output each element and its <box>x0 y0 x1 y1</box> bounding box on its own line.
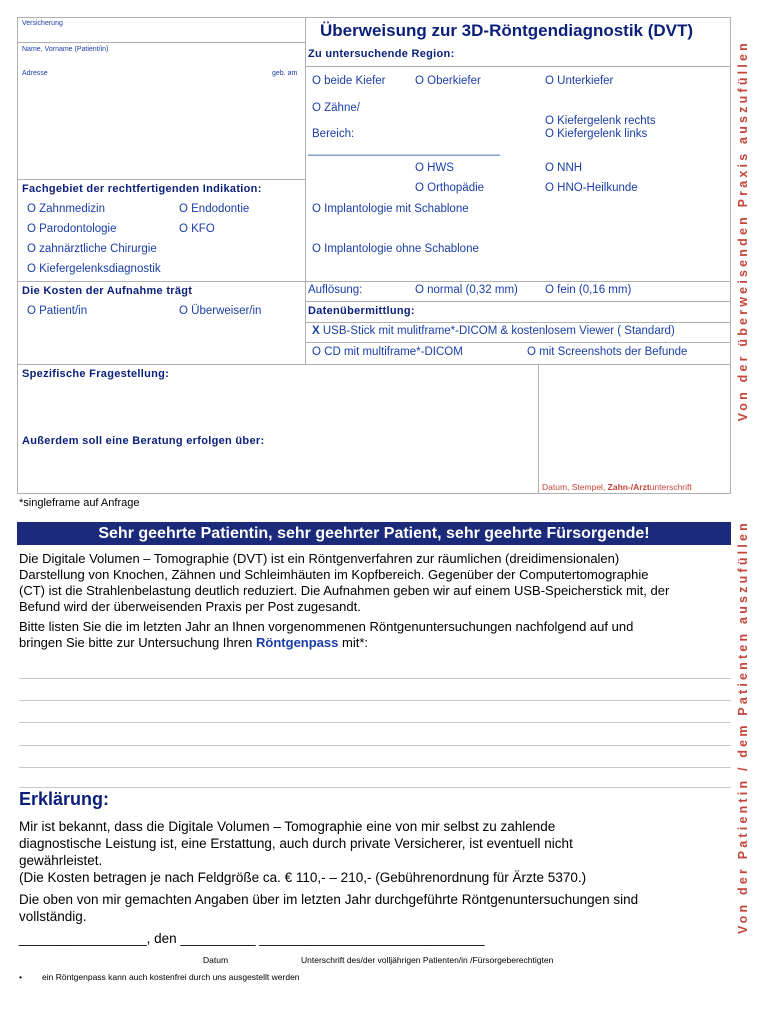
divider <box>305 301 731 302</box>
name-label: Name, Vorname (Patient/in) <box>22 46 109 53</box>
divider <box>17 364 731 365</box>
option-tmj-diagnostics[interactable]: O Kiefergelenksdiagnostik <box>27 263 161 275</box>
option-periodontology[interactable]: O Parodontologie <box>27 223 117 235</box>
option-hws[interactable]: O HWS <box>415 162 454 174</box>
option-endodontics[interactable]: O Endodontie <box>179 203 250 215</box>
xray-entry-line[interactable] <box>19 678 731 679</box>
divider <box>305 17 306 281</box>
xray-entry-line[interactable] <box>19 787 731 788</box>
option-cd[interactable]: O CD mit multiframe*-DICOM <box>312 346 463 358</box>
divider <box>305 322 731 323</box>
costs-header: Die Kosten der Aufnahme trägt <box>22 285 193 297</box>
xray-entry-line[interactable] <box>19 700 731 701</box>
specialty-header: Fachgebiet der rechtfertigenden Indikation: <box>22 183 262 195</box>
option-dentistry[interactable]: O Zahnmedizin <box>27 203 105 215</box>
roentgenpass-term: Röntgenpass <box>256 635 339 650</box>
footnote: ein Röntgenpass kann auch kostenfrei durch uns ausgestellt werden <box>42 972 300 982</box>
divider <box>538 364 539 494</box>
divider <box>17 281 731 282</box>
option-lower-jaw[interactable]: O Unterkiefer <box>545 75 614 87</box>
singleframe-note: *singleframe auf Anfrage <box>19 497 140 509</box>
xray-entry-line[interactable] <box>19 767 731 768</box>
declaration-text-1: Mir ist bekannt, dass die Digitale Volumen – Tomographie eine von mir selbst zu zahlende diagnostische Leistung ist, eine Erstattung, auch durch private Versicherer, ist eventuell nicht gewährleistet. (Die Kosten betragen je nach Feldgröße ca. € 110,- – 210,- (Gebührenordnung für Ärzte 5370.) <box>19 819 587 885</box>
consult-header: Außerdem soll eine Beratung erfolgen über: <box>22 435 265 447</box>
area-blank-line[interactable]: ______________________________ <box>308 144 500 156</box>
option-resolution-fine[interactable]: O fein (0,16 mm) <box>545 284 632 296</box>
option-usb[interactable] <box>312 325 675 337</box>
option-nnh[interactable]: O NNH <box>545 162 583 174</box>
option-screenshots[interactable]: O mit Screenshots der Befunde <box>527 346 688 358</box>
option-implant-template[interactable]: O Implantologie mit Schablone <box>312 203 469 215</box>
dob-label: geb. am <box>272 70 298 77</box>
option-oral-surgery[interactable]: O zahnärztliche Chirurgie <box>27 243 157 255</box>
xray-entry-line[interactable] <box>19 722 731 723</box>
form-title: Überweisung zur 3D-Röntgendiagnostik (DVT) <box>320 21 694 40</box>
signature-line[interactable]: _________________, den __________ ______________________________ <box>19 931 485 946</box>
usb-checked-mark: X <box>312 325 320 337</box>
option-teeth[interactable]: O Zähne/ <box>312 102 360 114</box>
divider <box>305 66 731 67</box>
option-cost-referrer[interactable]: O Überweiser/in <box>179 305 262 317</box>
patient-banner: Sehr geehrte Patientin, sehr geehrter Patient, sehr geehrte Fürsorgende! <box>17 522 731 545</box>
option-implant-no-template[interactable]: O Implantologie ohne Schablone <box>312 243 479 255</box>
divider <box>17 42 305 43</box>
area-label: Bereich: <box>312 128 355 140</box>
usb-label: USB-Stick mit mulitframe*-DICOM & kostenlosem Viewer ( Standard) <box>322 325 675 337</box>
request-paragraph: Bitte listen Sie die im letzten Jahr an Ihnen vorgenommenen Röntgenuntersuchungen nachfolgend auf und bringen Sie bitte zur Untersuchung Ihren Röntgenpass mit*: <box>19 619 634 650</box>
date-label: Datum <box>203 955 229 965</box>
option-orthopedics[interactable]: O Orthopädie <box>415 182 485 194</box>
option-orthodontics[interactable]: O KFO <box>179 223 215 235</box>
address-label: Adresse <box>22 70 48 77</box>
option-resolution-normal[interactable]: O normal (0,32 mm) <box>415 284 518 296</box>
option-cost-patient[interactable]: O Patient/in <box>27 305 88 317</box>
referral-form <box>17 17 731 494</box>
xray-entry-line[interactable] <box>19 745 731 746</box>
divider <box>17 179 305 180</box>
footnote-bullet: • <box>19 972 22 982</box>
declaration-text-2: Die oben von mir gemachten Angaben über im letzten Jahr durchgeführte Röntgenuntersuchungen sind vollständig. <box>19 892 639 924</box>
option-upper-jaw[interactable]: O Oberkiefer <box>415 75 481 87</box>
option-both-jaws[interactable]: O beide Kiefer <box>312 75 386 87</box>
side-label-patient: Von der Patientin / dem Patienten auszufüllen <box>736 520 750 934</box>
region-header: Zu untersuchende Region: <box>308 48 455 60</box>
resolution-label: Auflösung: <box>308 284 363 296</box>
insurance-label: Versicherung <box>22 20 63 27</box>
option-tmj-left[interactable]: O Kiefergelenk links <box>545 128 648 140</box>
option-hno[interactable]: O HNO-Heilkunde <box>545 182 638 194</box>
stamp-label: Datum, Stempel, Zahn-/Arztunterschrift <box>542 482 692 492</box>
option-tmj-right[interactable]: O Kiefergelenk rechts <box>545 115 656 127</box>
question-header: Spezifische Fragestellung: <box>22 368 170 380</box>
transfer-header: Datenübermittlung: <box>308 305 415 317</box>
side-label-practice: Von der überweisenden Praxis auszufüllen <box>736 40 750 422</box>
divider <box>305 342 731 343</box>
signature-label: Unterschrift des/der volljährigen Patienten/in /Fürsorgeberechtigten <box>301 955 554 965</box>
declaration-title: Erklärung: <box>19 789 110 809</box>
intro-paragraph: Die Digitale Volumen – Tomographie (DVT) ist ein Röntgenverfahren zur räumlichen (dreidimensionalen) Darstellung von Knochen, Zähnen und Schleimhäuten im Kopfbereich. Gegenüber der Computertomographie (CT) ist die Strahlenbelastung deutlich reduziert. Die Aufnahmen geben wir auf einem USB-Speicherstick mit, der Befund wird der überweisenden Praxis per Post zugesandt. <box>19 551 670 614</box>
